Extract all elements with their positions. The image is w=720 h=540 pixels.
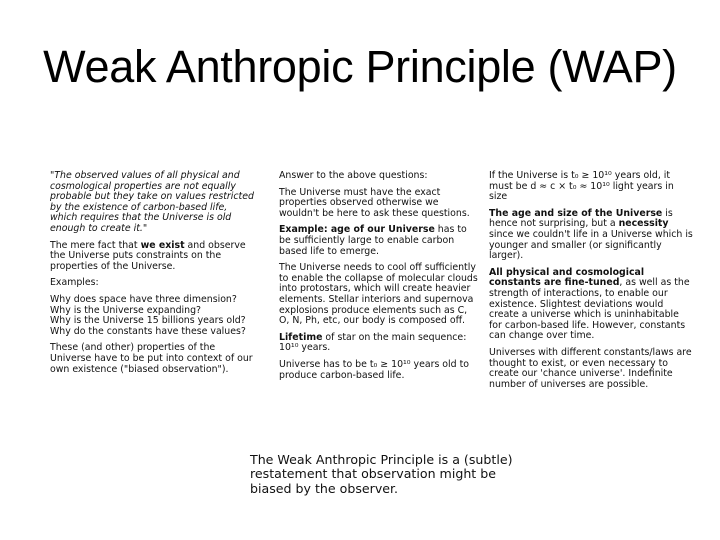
page-title: Weak Anthropic Principle (WAP) bbox=[43, 41, 677, 92]
middle-column bbox=[279, 171, 479, 387]
age-size-bold: The age and size of the Universe bbox=[489, 207, 663, 219]
cooling-paragraph: The Universe needs to cool off sufficiently to enable the collapse of molecular clouds into protostars, which will create heavier elements. Stellar interiors and supernova explosions produce elements such as C, O, N, Ph, etc, our body is composed off. bbox=[279, 262, 478, 327]
existence-post: and observe the Universe puts constraints on the properties of the Universe. bbox=[50, 239, 246, 272]
biased-observation-paragraph: These (and other) properties of the Universe have to be put into context of our own existence ("biased observation"). bbox=[50, 342, 253, 375]
age-size-rest: is hence not surprising, but a bbox=[489, 207, 673, 230]
answer-paragraph: The Universe must have the exact properties observed otherwise we wouldn't be here to ask these questions. bbox=[279, 186, 470, 219]
age-size-paragraph bbox=[489, 209, 694, 262]
age-size-tail: since we couldn't life in a Universe which is younger and smaller (or significantly larger). bbox=[489, 228, 693, 262]
existence-paragraph bbox=[50, 241, 255, 273]
answer-label: Answer to the above questions: bbox=[279, 170, 428, 181]
lifetime-rest: of star on the main sequence: 10¹⁰ years. bbox=[279, 331, 467, 354]
size-paragraph: If the Universe is t₀ ≥ 10¹⁰ years old, it must be d ≈ c × t₀ ≈ 10¹⁰ light years in size bbox=[489, 170, 674, 203]
universe-age-paragraph: Universe has to be t₀ ≥ 10¹⁰ years old to produce carbon-based life. bbox=[279, 358, 469, 381]
age-example-rest: has to be sufficiently large to enable carbon based life to emerge. bbox=[279, 224, 467, 257]
existence-pre: The mere fact that bbox=[50, 239, 141, 251]
conclusion-statement: The Weak Anthropic Principle is a (subtle) restatement that observation might be biased by the observer. bbox=[250, 452, 513, 496]
lifetime-bold: Lifetime bbox=[279, 331, 323, 343]
multiverse-paragraph: Universes with different constants/laws are thought to exist, or even necessary to create our 'chance universe'. Indefinite number of universes are possible. bbox=[489, 346, 692, 390]
fine-tuned-paragraph bbox=[489, 268, 694, 342]
we-exist-bold: we exist bbox=[140, 239, 185, 251]
question-item: Why is the Universe 15 billions years old? bbox=[50, 315, 246, 327]
necessity-bold: necessity bbox=[618, 218, 669, 230]
age-example-paragraph bbox=[279, 225, 479, 257]
fine-tuned-rest: , as well as the strength of interactions, to enable our existence. Slightest deviations would create a universe which is uninhabitable for carbon-based life. However, constants can change over time. bbox=[489, 277, 690, 342]
examples-label: Examples: bbox=[50, 277, 99, 289]
left-column bbox=[50, 171, 255, 381]
questions-list bbox=[50, 295, 255, 337]
question-item: Why is the Universe expanding? bbox=[50, 304, 201, 316]
lifetime-paragraph bbox=[279, 333, 479, 354]
age-example-bold: Example: age of our Universe bbox=[279, 224, 435, 236]
question-item: Why do the constants have these values? bbox=[50, 325, 246, 337]
right-column bbox=[489, 171, 694, 396]
question-item: Why does space have three dimension? bbox=[50, 293, 237, 305]
wap-definition-quote: "The observed values of all physical and cosmological properties are not equally probable but they take on values restricted by the existence of carbon-based life, which requires that the Universe is old enough to create it." bbox=[50, 170, 254, 234]
fine-tuned-bold: All physical and cosmological constants are fine-tuned bbox=[489, 266, 645, 289]
